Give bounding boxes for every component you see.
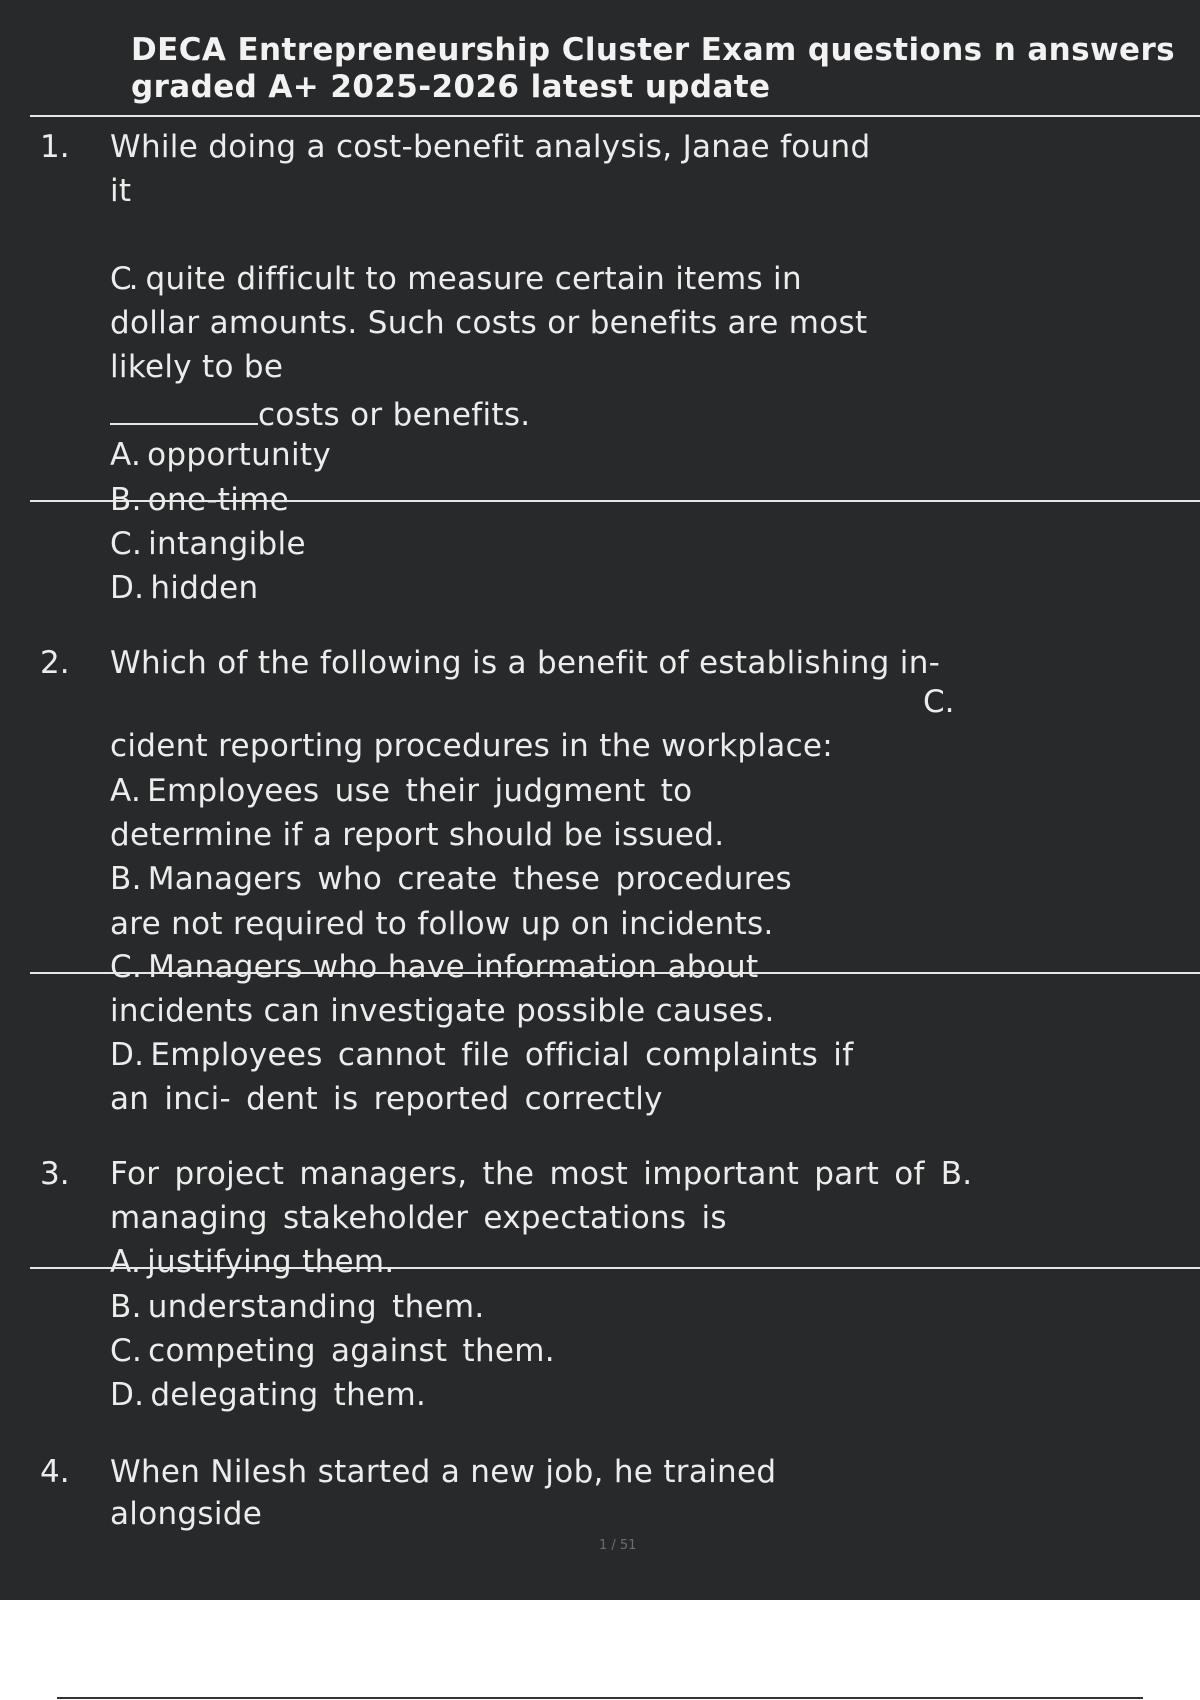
question-1-stem-line — [110, 259, 802, 299]
question-1-blank-line — [110, 391, 530, 435]
question-3-option-b — [110, 1287, 485, 1327]
option-letter: C. — [110, 949, 143, 985]
option-text: Employees cannot file official complaints if — [150, 1037, 854, 1073]
question-4-stem-line: When Nilesh started a new job, he trained — [110, 1454, 777, 1490]
option-continuation: are not required to follow up on incidents. — [110, 906, 774, 942]
question-3-option-d — [110, 1375, 426, 1415]
option-text: one-time — [147, 482, 290, 518]
option-continuation: incidents can investigate possible causes. — [110, 993, 775, 1029]
question-3-stem-line: managing stakeholder expectations is — [110, 1200, 727, 1236]
option-letter: C. — [110, 1333, 143, 1369]
question-3-answer-marker: B. — [940, 1156, 973, 1192]
question-2-stem-line: Which of the following is a benefit of establishing in- — [110, 645, 941, 681]
option-letter: B. — [110, 482, 142, 518]
question-1-option-a — [110, 435, 331, 475]
title-line-2: graded A+ 2025-2026 latest update — [131, 69, 771, 105]
option-letter: B. — [110, 1289, 142, 1325]
option-letter: A. — [110, 1244, 142, 1280]
question-3-stem-line — [110, 1154, 972, 1194]
question-1-option-d — [110, 568, 258, 608]
document-title — [131, 32, 1175, 106]
question-1-blank-suffix: costs or benefits. — [258, 397, 531, 433]
page-indicator: 1 / 51 — [599, 1538, 637, 1553]
option-letter: C. — [110, 526, 143, 562]
option-letter: D. — [110, 570, 145, 606]
question-2-number: 2. — [40, 645, 70, 681]
option-text: hidden — [150, 570, 259, 606]
question-2-option-c — [110, 947, 758, 987]
option-letter: B. — [110, 861, 142, 897]
answer-divider — [30, 500, 1200, 502]
option-text: understanding them. — [147, 1289, 485, 1325]
question-1-stem-line: While doing a cost-benefit analysis, Janae found — [110, 129, 871, 165]
option-text: delegating them. — [150, 1377, 427, 1413]
question-1-option-c — [110, 524, 306, 564]
question-2-answer-marker: C. — [923, 684, 955, 720]
title-line-1: DECA Entrepreneurship Cluster Exam questions n answers — [131, 32, 1176, 68]
question-3-option-a — [110, 1242, 395, 1282]
question-2-option-a — [110, 771, 692, 811]
option-text: Managers who create these procedures — [147, 861, 792, 897]
answer-divider — [30, 1267, 1200, 1269]
option-text: competing against them. — [148, 1333, 555, 1369]
question-1-stem-line: it — [110, 173, 132, 209]
question-2-option-d — [110, 1035, 853, 1075]
question-4-stem-line: alongside — [110, 1496, 263, 1532]
question-3-option-c — [110, 1331, 555, 1371]
option-letter: A. — [110, 437, 142, 473]
title-divider — [30, 115, 1200, 117]
question-4-number: 4. — [40, 1454, 70, 1490]
answer-divider — [30, 972, 1200, 974]
option-text: opportunity — [147, 437, 332, 473]
option-letter: D. — [110, 1037, 145, 1073]
option-letter: A. — [110, 773, 142, 809]
question-1-stem-line: dollar amounts. Such costs or benefits are most — [110, 305, 868, 341]
option-text: Employees use their judgment to — [147, 773, 693, 809]
question-1-stem-text: quite difficult to measure certain items in — [145, 261, 802, 297]
question-2-option-b — [110, 859, 792, 899]
question-3-number: 3. — [40, 1156, 70, 1192]
question-1-inline-letter: C. — [110, 261, 136, 297]
option-text: intangible — [148, 526, 306, 562]
option-text: Managers who have information about — [148, 949, 759, 985]
option-text: justifying them. — [147, 1244, 395, 1280]
question-1-number: 1. — [40, 129, 70, 165]
option-letter: D. — [110, 1377, 145, 1413]
fill-in-blank — [110, 391, 258, 425]
question-3-stem-text: For project managers, the most important part of — [110, 1156, 925, 1192]
question-1-stem-line: likely to be — [110, 349, 284, 385]
question-2-stem-line: cident reporting procedures in the workplace: — [110, 728, 834, 764]
option-continuation: an inci- dent is reported correctly — [110, 1081, 663, 1117]
next-page-divider — [57, 1697, 1143, 1699]
option-continuation: determine if a report should be issued. — [110, 817, 725, 853]
